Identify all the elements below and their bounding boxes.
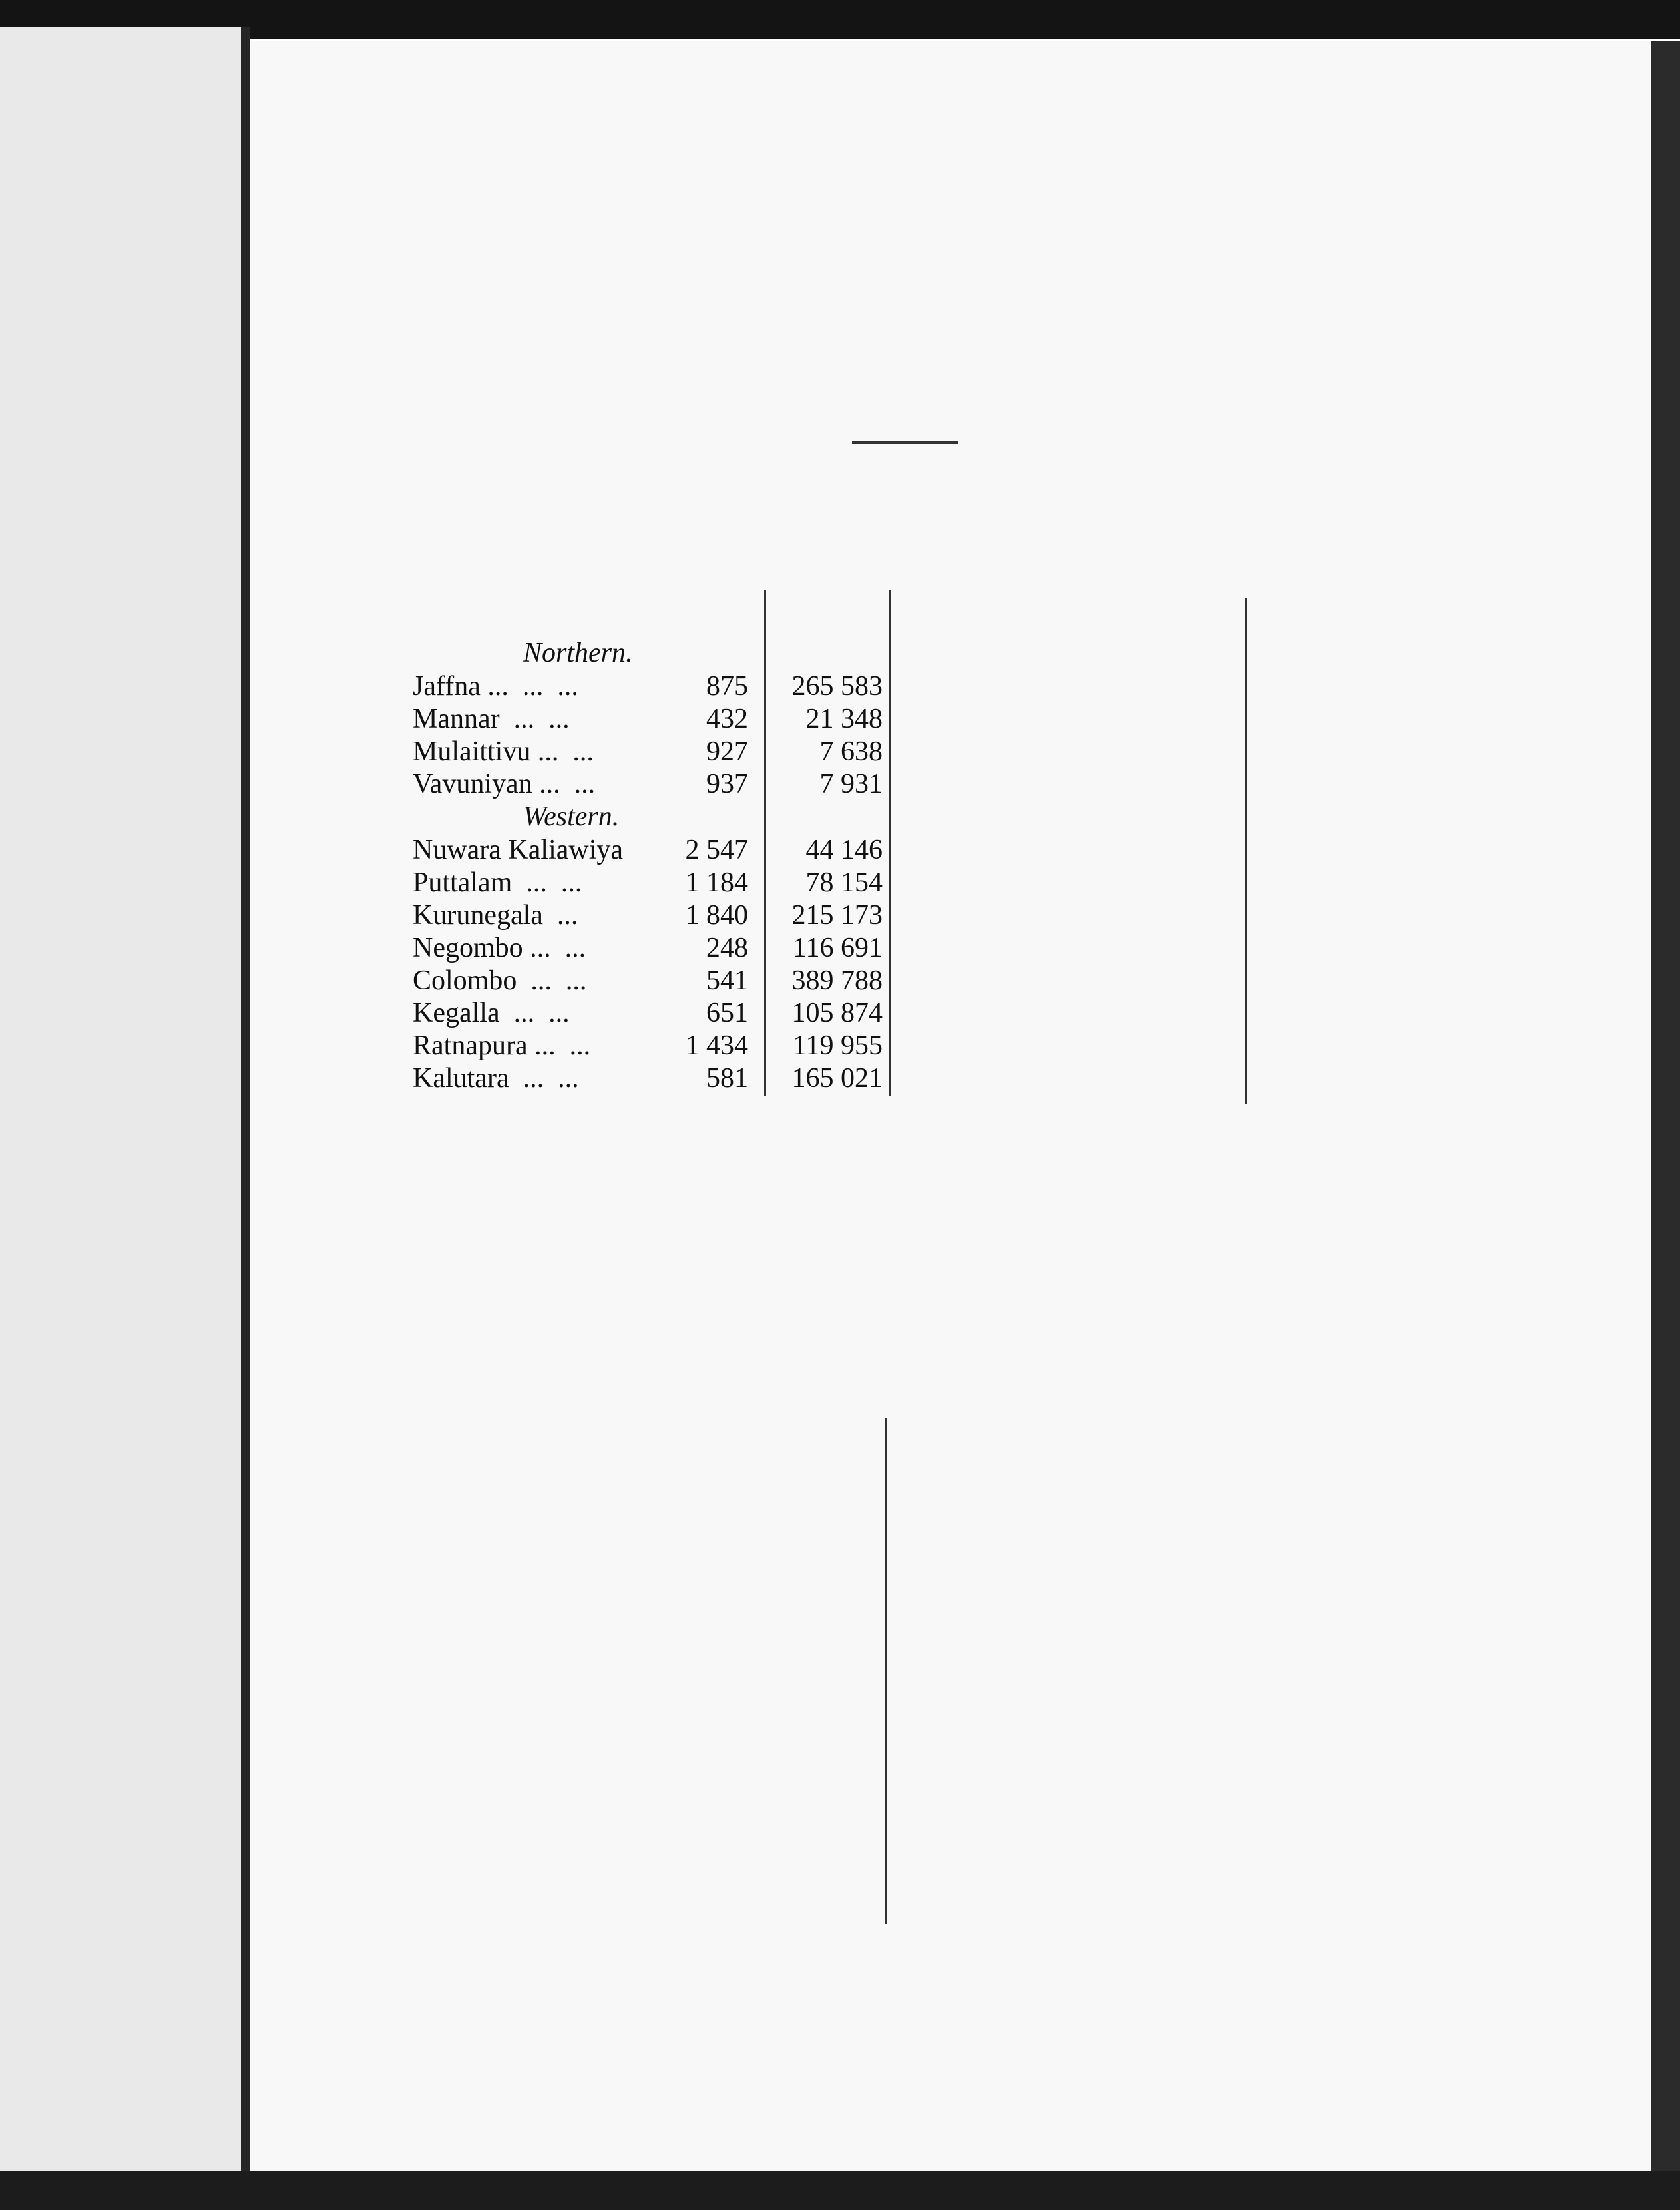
district-name: Mannar ... ...	[413, 704, 570, 734]
district-population: 78 154	[805, 867, 883, 898]
district-population: 105 874	[791, 998, 883, 1028]
district-population: 44 146	[805, 835, 883, 865]
book-gutter	[241, 27, 250, 2177]
scan-top-border	[0, 0, 1680, 39]
district-column-rule-2	[889, 590, 891, 1096]
district-population: 215 173	[791, 900, 883, 931]
district-name: Colombo ... ...	[413, 965, 587, 996]
page-sheet	[250, 41, 1660, 2183]
district-area: 581	[706, 1063, 748, 1094]
district-name: Jaffna ... ... ...	[413, 671, 578, 702]
district-area: 248	[706, 933, 748, 963]
district-area: 1 840	[685, 900, 748, 931]
district-area: 875	[706, 671, 748, 702]
facing-page	[0, 27, 241, 2177]
district-area: 432	[706, 704, 748, 734]
district-population: 7 638	[819, 736, 883, 767]
district-area: 937	[706, 769, 748, 799]
district-population: 7 931	[819, 769, 883, 799]
district-name: Vavuniyan ... ...	[413, 769, 596, 799]
district-name: Negombo ... ...	[413, 933, 586, 963]
district-area: 927	[706, 736, 748, 767]
rivers-column-rule	[885, 1418, 887, 1924]
scan-right-border	[1651, 41, 1680, 2210]
district-section-heading: Northern.	[523, 638, 633, 668]
district-area: 2 547	[685, 835, 748, 865]
district-name: Kurunegala ...	[413, 900, 578, 931]
district-column-rule-3	[1245, 598, 1247, 1104]
district-area: 541	[706, 965, 748, 996]
district-population: 165 021	[791, 1063, 883, 1094]
district-section-heading: Western.	[523, 801, 620, 832]
district-population: 21 348	[805, 704, 883, 734]
scan-bottom-border	[0, 2171, 1680, 2210]
district-population: 116 691	[793, 933, 883, 963]
district-name: Kalutara ... ...	[413, 1063, 579, 1094]
district-name: Mulaittivu ... ...	[413, 736, 594, 767]
district-name: Puttalam ... ...	[413, 867, 582, 898]
district-area: 651	[706, 998, 748, 1028]
district-population: 119 955	[793, 1030, 883, 1061]
district-population: 265 583	[791, 671, 883, 702]
district-population: 389 788	[791, 965, 883, 996]
district-name: Ratnapura ... ...	[413, 1030, 591, 1061]
title-rule	[852, 441, 958, 444]
district-area: 1 434	[685, 1030, 748, 1061]
district-name: Kegalla ... ...	[413, 998, 570, 1028]
district-name: Nuwara Kaliawiya	[413, 835, 624, 865]
district-area: 1 184	[685, 867, 748, 898]
